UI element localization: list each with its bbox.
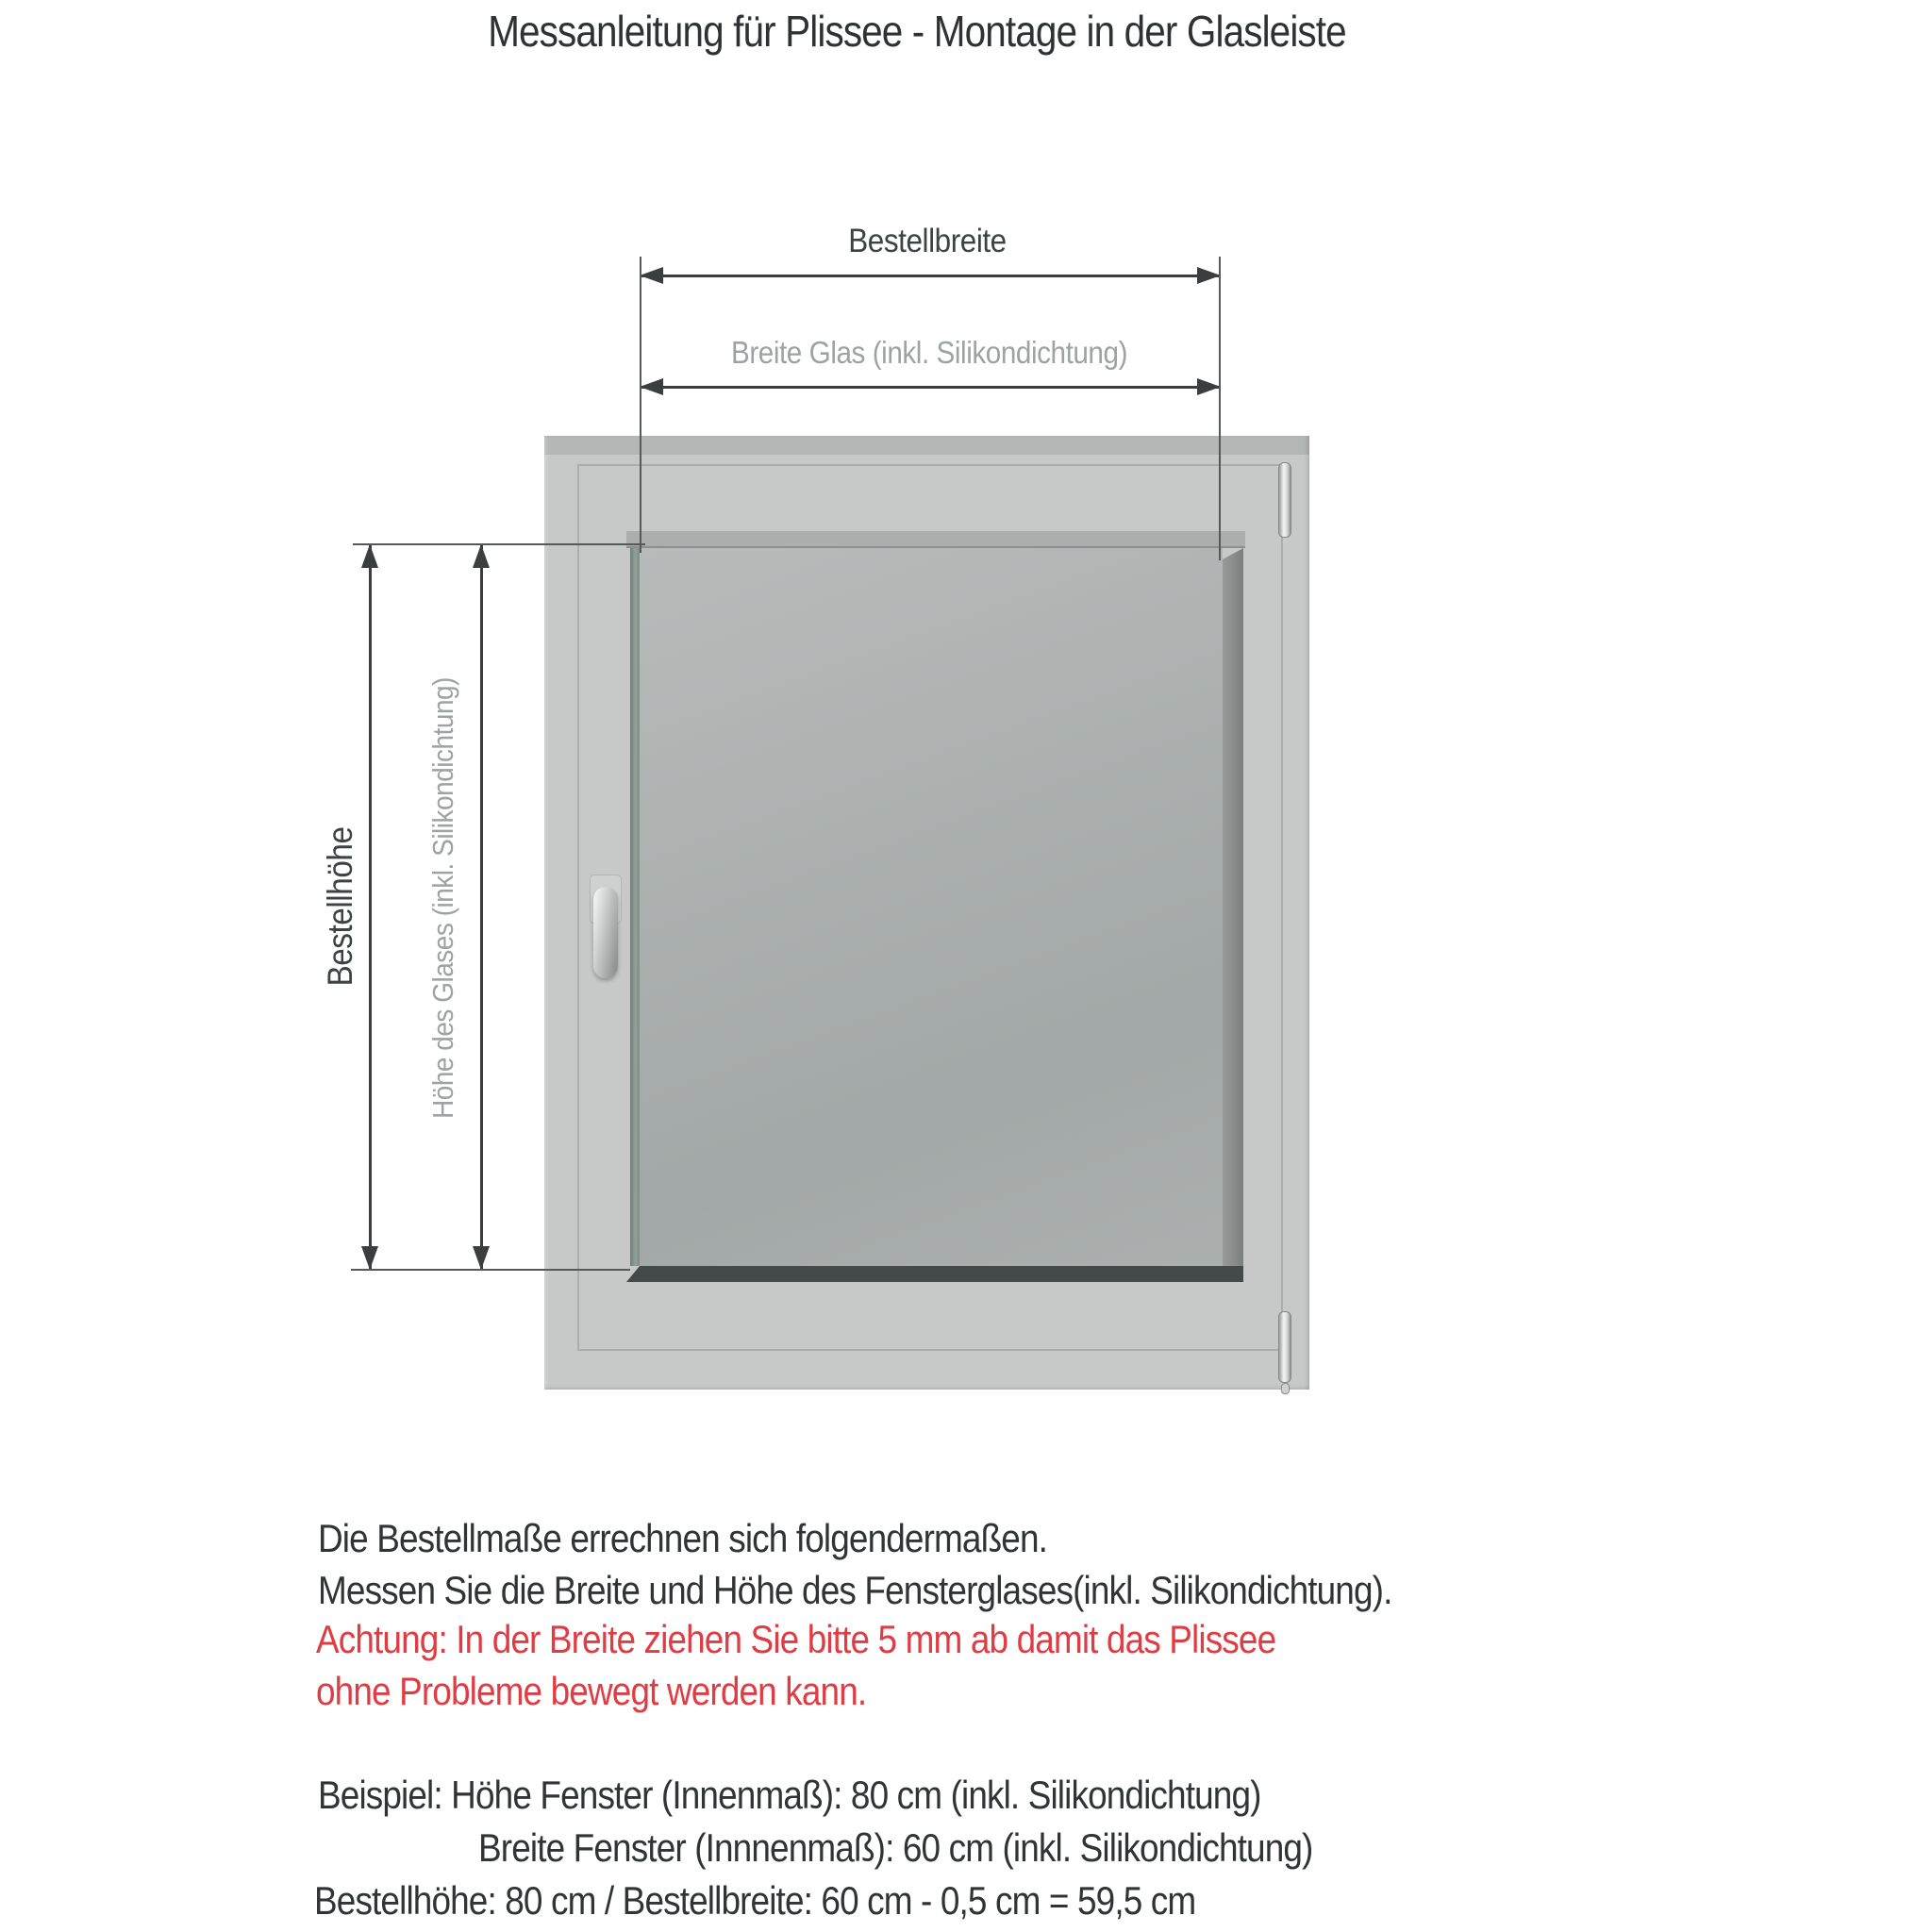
glazing-bead-right	[1223, 548, 1243, 1266]
witness-line-bottom	[351, 1269, 630, 1271]
instruction-line-1: Die Bestellmaße errechnen sich folgendermaßen.	[318, 1516, 1048, 1560]
order-width-arrow	[641, 275, 1220, 277]
order-height-arrow	[369, 545, 372, 1269]
order-width-label: Bestellbreite	[848, 223, 1007, 259]
glass-width-arrow	[641, 386, 1220, 389]
instruction-line-2: Messen Sie die Breite und Höhe des Fensterglases(inkl. Silikondichtung).	[318, 1568, 1392, 1612]
hinge-top-icon	[1278, 462, 1291, 538]
example-line-1: Beispiel: Höhe Fenster (Innenmaß): 80 cm (inkl. Silikondichtung)	[318, 1773, 1261, 1817]
hinge-knob-icon	[1281, 1383, 1290, 1394]
hinge-bottom-icon	[1278, 1311, 1291, 1383]
glazing-bead-top	[626, 531, 1245, 548]
glazing-bead-bottom	[626, 1266, 1243, 1282]
warning-line-1: Achtung: In der Breite ziehen Sie bitte 5 mm ab damit das Plissee	[316, 1617, 1276, 1661]
order-height-label: Bestellhöhe	[321, 826, 359, 987]
glass-width-label: Breite Glas (inkl. Silikondichtung)	[730, 335, 1128, 370]
page-title: Messanleitung für Plissee - Montage in der Glasleiste	[488, 7, 1346, 56]
glass-pane	[640, 548, 1223, 1266]
example-line-2: Breite Fenster (Innnenmaß): 60 cm (inkl. Silikondichtung)	[478, 1825, 1313, 1870]
example-line-3: Bestellhöhe: 80 cm / Bestellbreite: 60 cm - 0,5 cm = 59,5 cm	[314, 1878, 1196, 1923]
witness-line-left	[640, 257, 641, 553]
glass-height-label: Höhe des Glases (inkl. Silikondichtung)	[426, 677, 459, 1119]
silicone-seal-left	[630, 548, 640, 1266]
witness-line-top	[353, 543, 645, 545]
glass-height-arrow	[480, 545, 483, 1269]
witness-line-right	[1219, 257, 1221, 560]
warning-line-2: ohne Probleme bewegt werden kann.	[316, 1669, 867, 1713]
window-handle-icon	[593, 887, 618, 978]
